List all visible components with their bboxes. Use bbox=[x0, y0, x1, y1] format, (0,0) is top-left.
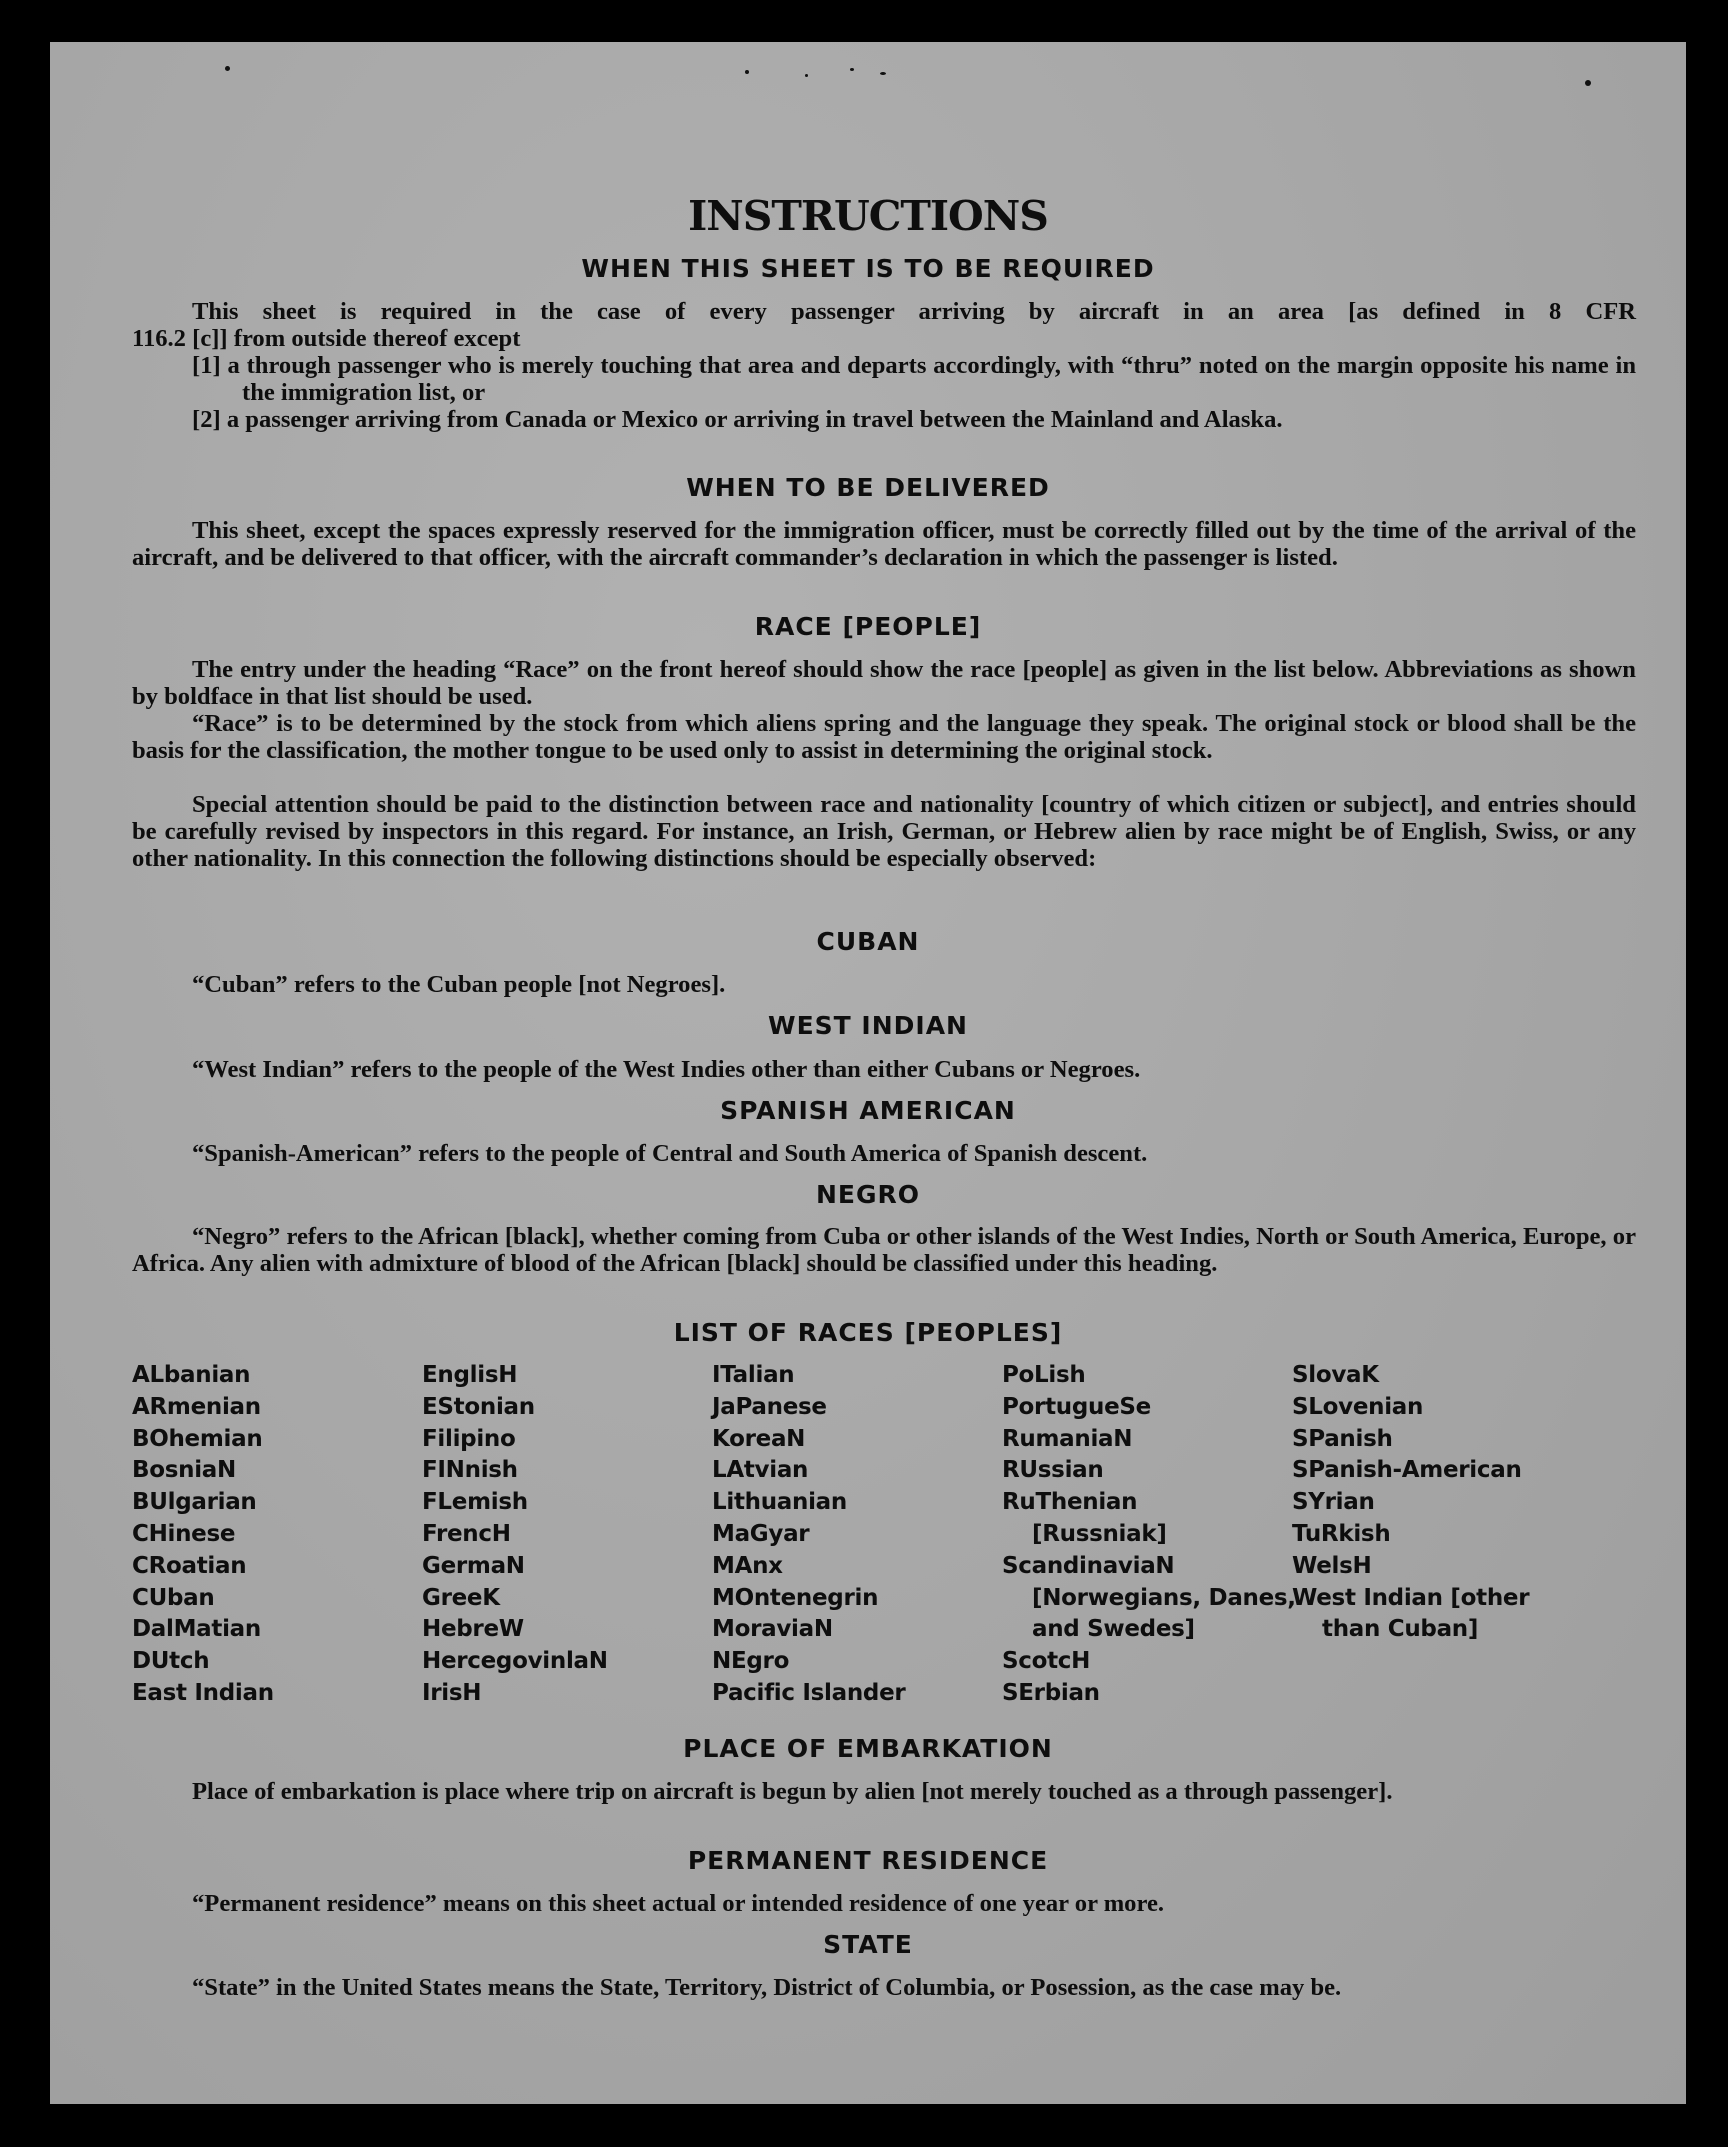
race-item: SLovenian bbox=[1292, 1393, 1424, 1420]
race-item: JaPanese bbox=[712, 1393, 827, 1420]
race-item: EStonian bbox=[422, 1393, 535, 1420]
race-item: PoLish bbox=[1002, 1362, 1086, 1388]
race-item: SErbian bbox=[1002, 1679, 1100, 1706]
intro-line: 116.2 [c]] from outside thereof except bbox=[132, 325, 521, 352]
speckle bbox=[805, 74, 808, 77]
speckle bbox=[1585, 80, 1591, 86]
heading-when-delivered: WHEN TO BE DELIVERED bbox=[686, 473, 1050, 502]
cuban-text: “Cuban” refers to the Cuban people [not Negroes]. bbox=[192, 971, 726, 998]
races-column bbox=[422, 1360, 712, 1710]
race-item: RumaniaN bbox=[1002, 1425, 1133, 1452]
race-item: MAnx bbox=[712, 1552, 783, 1579]
heading-place-of-embarkation: PLACE OF EMBARKATION bbox=[683, 1734, 1053, 1763]
race-item: FINnish bbox=[422, 1457, 518, 1484]
race-item: MaGyar bbox=[712, 1520, 810, 1547]
race-item: ALbanian bbox=[132, 1362, 251, 1388]
race-item: PortugueSe bbox=[1002, 1393, 1151, 1420]
race-item: West Indian [other than Cuban] bbox=[1292, 1584, 1530, 1643]
race-item: Filipino bbox=[422, 1425, 516, 1452]
page-title: INSTRUCTIONS bbox=[688, 192, 1048, 240]
race-item: CRoatian bbox=[132, 1552, 247, 1579]
heading-negro: NEGRO bbox=[815, 1180, 921, 1209]
negro-text: “Negro” refers to the African [black], whether coming from Cuba or other islands of the West Indies, North or South America, Europe, or Africa. Any alien with admixture of blood of the African [black] should be classified under this heading. bbox=[132, 1223, 1636, 1277]
race-item: LAtvian bbox=[712, 1457, 809, 1484]
spanish-american-text: “Spanish-American” refers to the people of Central and South America of Spanish descent. bbox=[192, 1140, 1148, 1167]
heading-state: STATE bbox=[823, 1930, 913, 1959]
race-item: CUban bbox=[132, 1584, 215, 1611]
race-item: DUtch bbox=[132, 1648, 210, 1675]
document-page bbox=[50, 42, 1686, 2104]
race-item: SPanish bbox=[1292, 1425, 1393, 1452]
race-item: SlovaK bbox=[1292, 1362, 1379, 1388]
race-item: East Indian bbox=[132, 1679, 274, 1706]
races-column bbox=[132, 1360, 422, 1710]
race-item: SPanish-American bbox=[1292, 1457, 1522, 1484]
place-of-embarkation-text: Place of embarkation is place where trip on aircraft is begun by alien [not merely touched as a through passenger]. bbox=[192, 1778, 1393, 1805]
race-item: ScotcH bbox=[1002, 1648, 1091, 1675]
race-item: DalMatian bbox=[132, 1616, 261, 1643]
heading-when-required: WHEN THIS SHEET IS TO BE REQUIRED bbox=[581, 254, 1155, 283]
race-item: TuRkish bbox=[1292, 1520, 1391, 1547]
race-item: CHinese bbox=[132, 1520, 236, 1547]
heading-permanent-residence: PERMANENT RESIDENCE bbox=[687, 1846, 1049, 1875]
races-column bbox=[1292, 1360, 1582, 1710]
races-column bbox=[712, 1360, 1002, 1710]
race-item: Pacific Islander bbox=[712, 1679, 906, 1706]
race-item: WelsH bbox=[1292, 1552, 1372, 1579]
race-item: FLemish bbox=[422, 1489, 528, 1516]
race-item: SYrian bbox=[1292, 1489, 1375, 1516]
race-item: RuThenian [Russniak] bbox=[1002, 1489, 1167, 1547]
heading-list-of-races: LIST OF RACES [PEOPLES] bbox=[673, 1318, 1063, 1347]
race-item: ITalian bbox=[712, 1362, 795, 1388]
race-item: HercegovinlaN bbox=[422, 1648, 608, 1675]
permanent-residence-text: “Permanent residence” means on this sheet actual or intended residence of one year or more. bbox=[192, 1890, 1165, 1917]
race-item: MOntenegrin bbox=[712, 1584, 879, 1611]
state-text: “State” in the United States means the State, Territory, District of Columbia, or Posession, as the case may be. bbox=[192, 1974, 1342, 2001]
races-table bbox=[132, 1360, 1636, 1710]
race-paragraph: “Race” is to be determined by the stock from which aliens spring and the language they speak. The original stock or blood shall be the basis for the classification, the mother tongue to be used only to assist in determining the original stock. bbox=[132, 710, 1636, 764]
intro-line: This sheet is required in the case of every passenger arriving by aircraft in an area [as defined in 8 CFR bbox=[192, 298, 1636, 325]
race-item: Lithuanian bbox=[712, 1489, 847, 1516]
speckle bbox=[880, 72, 886, 75]
race-item: MoraviaN bbox=[712, 1616, 833, 1643]
heading-race: RACE [PEOPLE] bbox=[754, 612, 982, 641]
speckle bbox=[225, 66, 230, 71]
race-item: GreeK bbox=[422, 1584, 500, 1611]
heading-cuban: CUBAN bbox=[816, 927, 920, 956]
race-item: HebreW bbox=[422, 1616, 524, 1643]
speckle bbox=[850, 68, 854, 71]
race-item: BOhemian bbox=[132, 1425, 263, 1452]
when-delivered-text: This sheet, except the spaces expressly reserved for the immigration officer, must be correctly filled out by the time of the arrival of the aircraft, and be delivered to that officer, with the aircraft commander’s declaration in which the passenger is listed. bbox=[132, 517, 1636, 571]
race-item: KoreaN bbox=[712, 1425, 806, 1452]
race-item: BUlgarian bbox=[132, 1489, 257, 1516]
races-column bbox=[1002, 1360, 1296, 1710]
race-paragraph: Special attention should be paid to the distinction between race and nationality [country of which citizen or subject], and entries should be carefully revised by inspectors in this regard. For instance, an Irish, German, or Hebrew alien by race might be of English, Swiss, or any other nationality. In this connection the following distinctions should be especially observed: bbox=[132, 791, 1636, 872]
race-item: NEgro bbox=[712, 1648, 790, 1675]
race-paragraph: The entry under the heading “Race” on the front hereof should show the race [people] as given in the list below. Abbreviations as shown by boldface in that list should be used. bbox=[132, 656, 1636, 710]
west-indian-text: “West Indian” refers to the people of the West Indies other than either Cubans or Negroes. bbox=[192, 1056, 1141, 1083]
race-item: IrisH bbox=[422, 1679, 482, 1706]
when-required-intro bbox=[132, 298, 1636, 352]
race-item: ARmenian bbox=[132, 1393, 261, 1420]
race-item: EnglisH bbox=[422, 1362, 518, 1388]
heading-west-indian: WEST INDIAN bbox=[768, 1011, 968, 1040]
race-item: BosniaN bbox=[132, 1457, 236, 1484]
race-item: FrencH bbox=[422, 1520, 511, 1547]
exception-item: [1] a through passenger who is merely touching that area and departs accordingly, with “thru” noted on the margin opposite his name in the immigration list, or bbox=[192, 352, 1636, 406]
heading-spanish-american: SPANISH AMERICAN bbox=[720, 1096, 1016, 1125]
exception-item: [2] a passenger arriving from Canada or Mexico or arriving in travel between the Mainland and Alaska. bbox=[192, 406, 1283, 433]
race-item: GermaN bbox=[422, 1552, 525, 1579]
race-item: RUssian bbox=[1002, 1457, 1104, 1484]
exceptions-list bbox=[132, 352, 1636, 433]
race-item: ScandinaviaN [Norwegians, Danes, and Swedes] bbox=[1002, 1552, 1296, 1643]
speckle bbox=[745, 70, 749, 74]
